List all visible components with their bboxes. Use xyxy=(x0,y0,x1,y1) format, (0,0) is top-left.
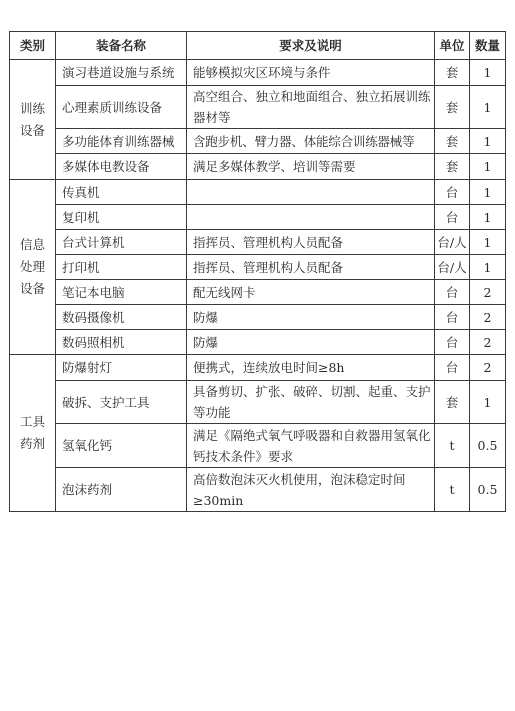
table-row xyxy=(10,381,506,424)
equipment-name: 泡沫药剂 xyxy=(56,468,187,512)
equipment-desc xyxy=(187,205,435,230)
equipment-desc: 便携式，连续放电时间≥8h xyxy=(187,355,435,381)
category-cell: 工具 药剂 xyxy=(10,355,56,512)
category-cell: 训练 设备 xyxy=(10,60,56,180)
header-row xyxy=(10,32,506,60)
table-row xyxy=(10,230,506,255)
equipment-desc: 防爆 xyxy=(187,305,435,330)
equipment-desc: 指挥员、管理机构人员配备 xyxy=(187,255,435,280)
equipment-qty: 0.5 xyxy=(470,424,506,468)
table-row xyxy=(10,424,506,468)
header-category: 类别 xyxy=(10,32,56,60)
equipment-desc: 高倍数泡沫灭火机使用，泡沫稳定时间≥30min xyxy=(187,468,435,512)
equipment-table xyxy=(9,31,506,512)
equipment-desc: 防爆 xyxy=(187,330,435,355)
equipment-qty: 2 xyxy=(470,330,506,355)
equipment-qty: 2 xyxy=(470,355,506,381)
table-row xyxy=(10,129,506,154)
equipment-name: 传真机 xyxy=(56,180,187,205)
equipment-name: 防爆射灯 xyxy=(56,355,187,381)
equipment-unit: 套 xyxy=(435,60,470,86)
equipment-unit: 台 xyxy=(435,330,470,355)
header-desc: 要求及说明 xyxy=(187,32,435,60)
equipment-qty: 1 xyxy=(470,154,506,180)
equipment-desc: 含跑步机、臂力器、体能综合训练器械等 xyxy=(187,129,435,154)
equipment-unit: 套 xyxy=(435,86,470,129)
equipment-qty: 1 xyxy=(470,230,506,255)
table-row xyxy=(10,330,506,355)
equipment-qty: 1 xyxy=(470,129,506,154)
table-row xyxy=(10,86,506,129)
equipment-qty: 2 xyxy=(470,305,506,330)
equipment-name: 数码照相机 xyxy=(56,330,187,355)
equipment-desc: 具备剪切、扩张、破碎、切割、起重、支护等功能 xyxy=(187,381,435,424)
equipment-qty: 0.5 xyxy=(470,468,506,512)
equipment-unit: 台 xyxy=(435,305,470,330)
equipment-desc: 指挥员、管理机构人员配备 xyxy=(187,230,435,255)
equipment-desc: 满足多媒体教学、培训等需要 xyxy=(187,154,435,180)
equipment-qty: 1 xyxy=(470,60,506,86)
equipment-qty: 1 xyxy=(470,381,506,424)
table-row xyxy=(10,305,506,330)
table-row xyxy=(10,60,506,86)
table-row xyxy=(10,255,506,280)
equipment-unit: 套 xyxy=(435,129,470,154)
equipment-unit: 台 xyxy=(435,180,470,205)
equipment-desc: 能够模拟灾区环境与条件 xyxy=(187,60,435,86)
table-row xyxy=(10,205,506,230)
header-qty: 数量 xyxy=(470,32,506,60)
equipment-name: 氢氧化钙 xyxy=(56,424,187,468)
equipment-name: 多媒体电教设备 xyxy=(56,154,187,180)
equipment-unit: 台 xyxy=(435,280,470,305)
equipment-unit: 台/人 xyxy=(435,230,470,255)
equipment-name: 数码摄像机 xyxy=(56,305,187,330)
equipment-name: 台式计算机 xyxy=(56,230,187,255)
equipment-qty: 1 xyxy=(470,205,506,230)
table-row xyxy=(10,180,506,205)
category-cell: 信息 处理 设备 xyxy=(10,180,56,355)
equipment-unit: 台 xyxy=(435,355,470,381)
equipment-qty: 1 xyxy=(470,86,506,129)
equipment-name: 多功能体育训练器械 xyxy=(56,129,187,154)
equipment-name: 复印机 xyxy=(56,205,187,230)
equipment-name: 心理素质训练设备 xyxy=(56,86,187,129)
equipment-qty: 2 xyxy=(470,280,506,305)
equipment-unit: t xyxy=(435,468,470,512)
table-row xyxy=(10,154,506,180)
equipment-unit: 台 xyxy=(435,205,470,230)
equipment-unit: 套 xyxy=(435,381,470,424)
equipment-qty: 1 xyxy=(470,180,506,205)
table-row xyxy=(10,468,506,512)
equipment-desc xyxy=(187,180,435,205)
header-unit: 单位 xyxy=(435,32,470,60)
equipment-unit: 套 xyxy=(435,154,470,180)
equipment-unit: t xyxy=(435,424,470,468)
equipment-unit: 台/人 xyxy=(435,255,470,280)
equipment-name: 破拆、支护工具 xyxy=(56,381,187,424)
equipment-qty: 1 xyxy=(470,255,506,280)
equipment-name: 笔记本电脑 xyxy=(56,280,187,305)
equipment-name: 演习巷道设施与系统 xyxy=(56,60,187,86)
equipment-name: 打印机 xyxy=(56,255,187,280)
header-name: 装备名称 xyxy=(56,32,187,60)
equipment-desc: 高空组合、独立和地面组合、独立拓展训练器材等 xyxy=(187,86,435,129)
table-row xyxy=(10,280,506,305)
table-row xyxy=(10,355,506,381)
equipment-desc: 配无线网卡 xyxy=(187,280,435,305)
equipment-desc: 满足《隔绝式氧气呼吸器和自救器用氢氧化钙技术条件》要求 xyxy=(187,424,435,468)
